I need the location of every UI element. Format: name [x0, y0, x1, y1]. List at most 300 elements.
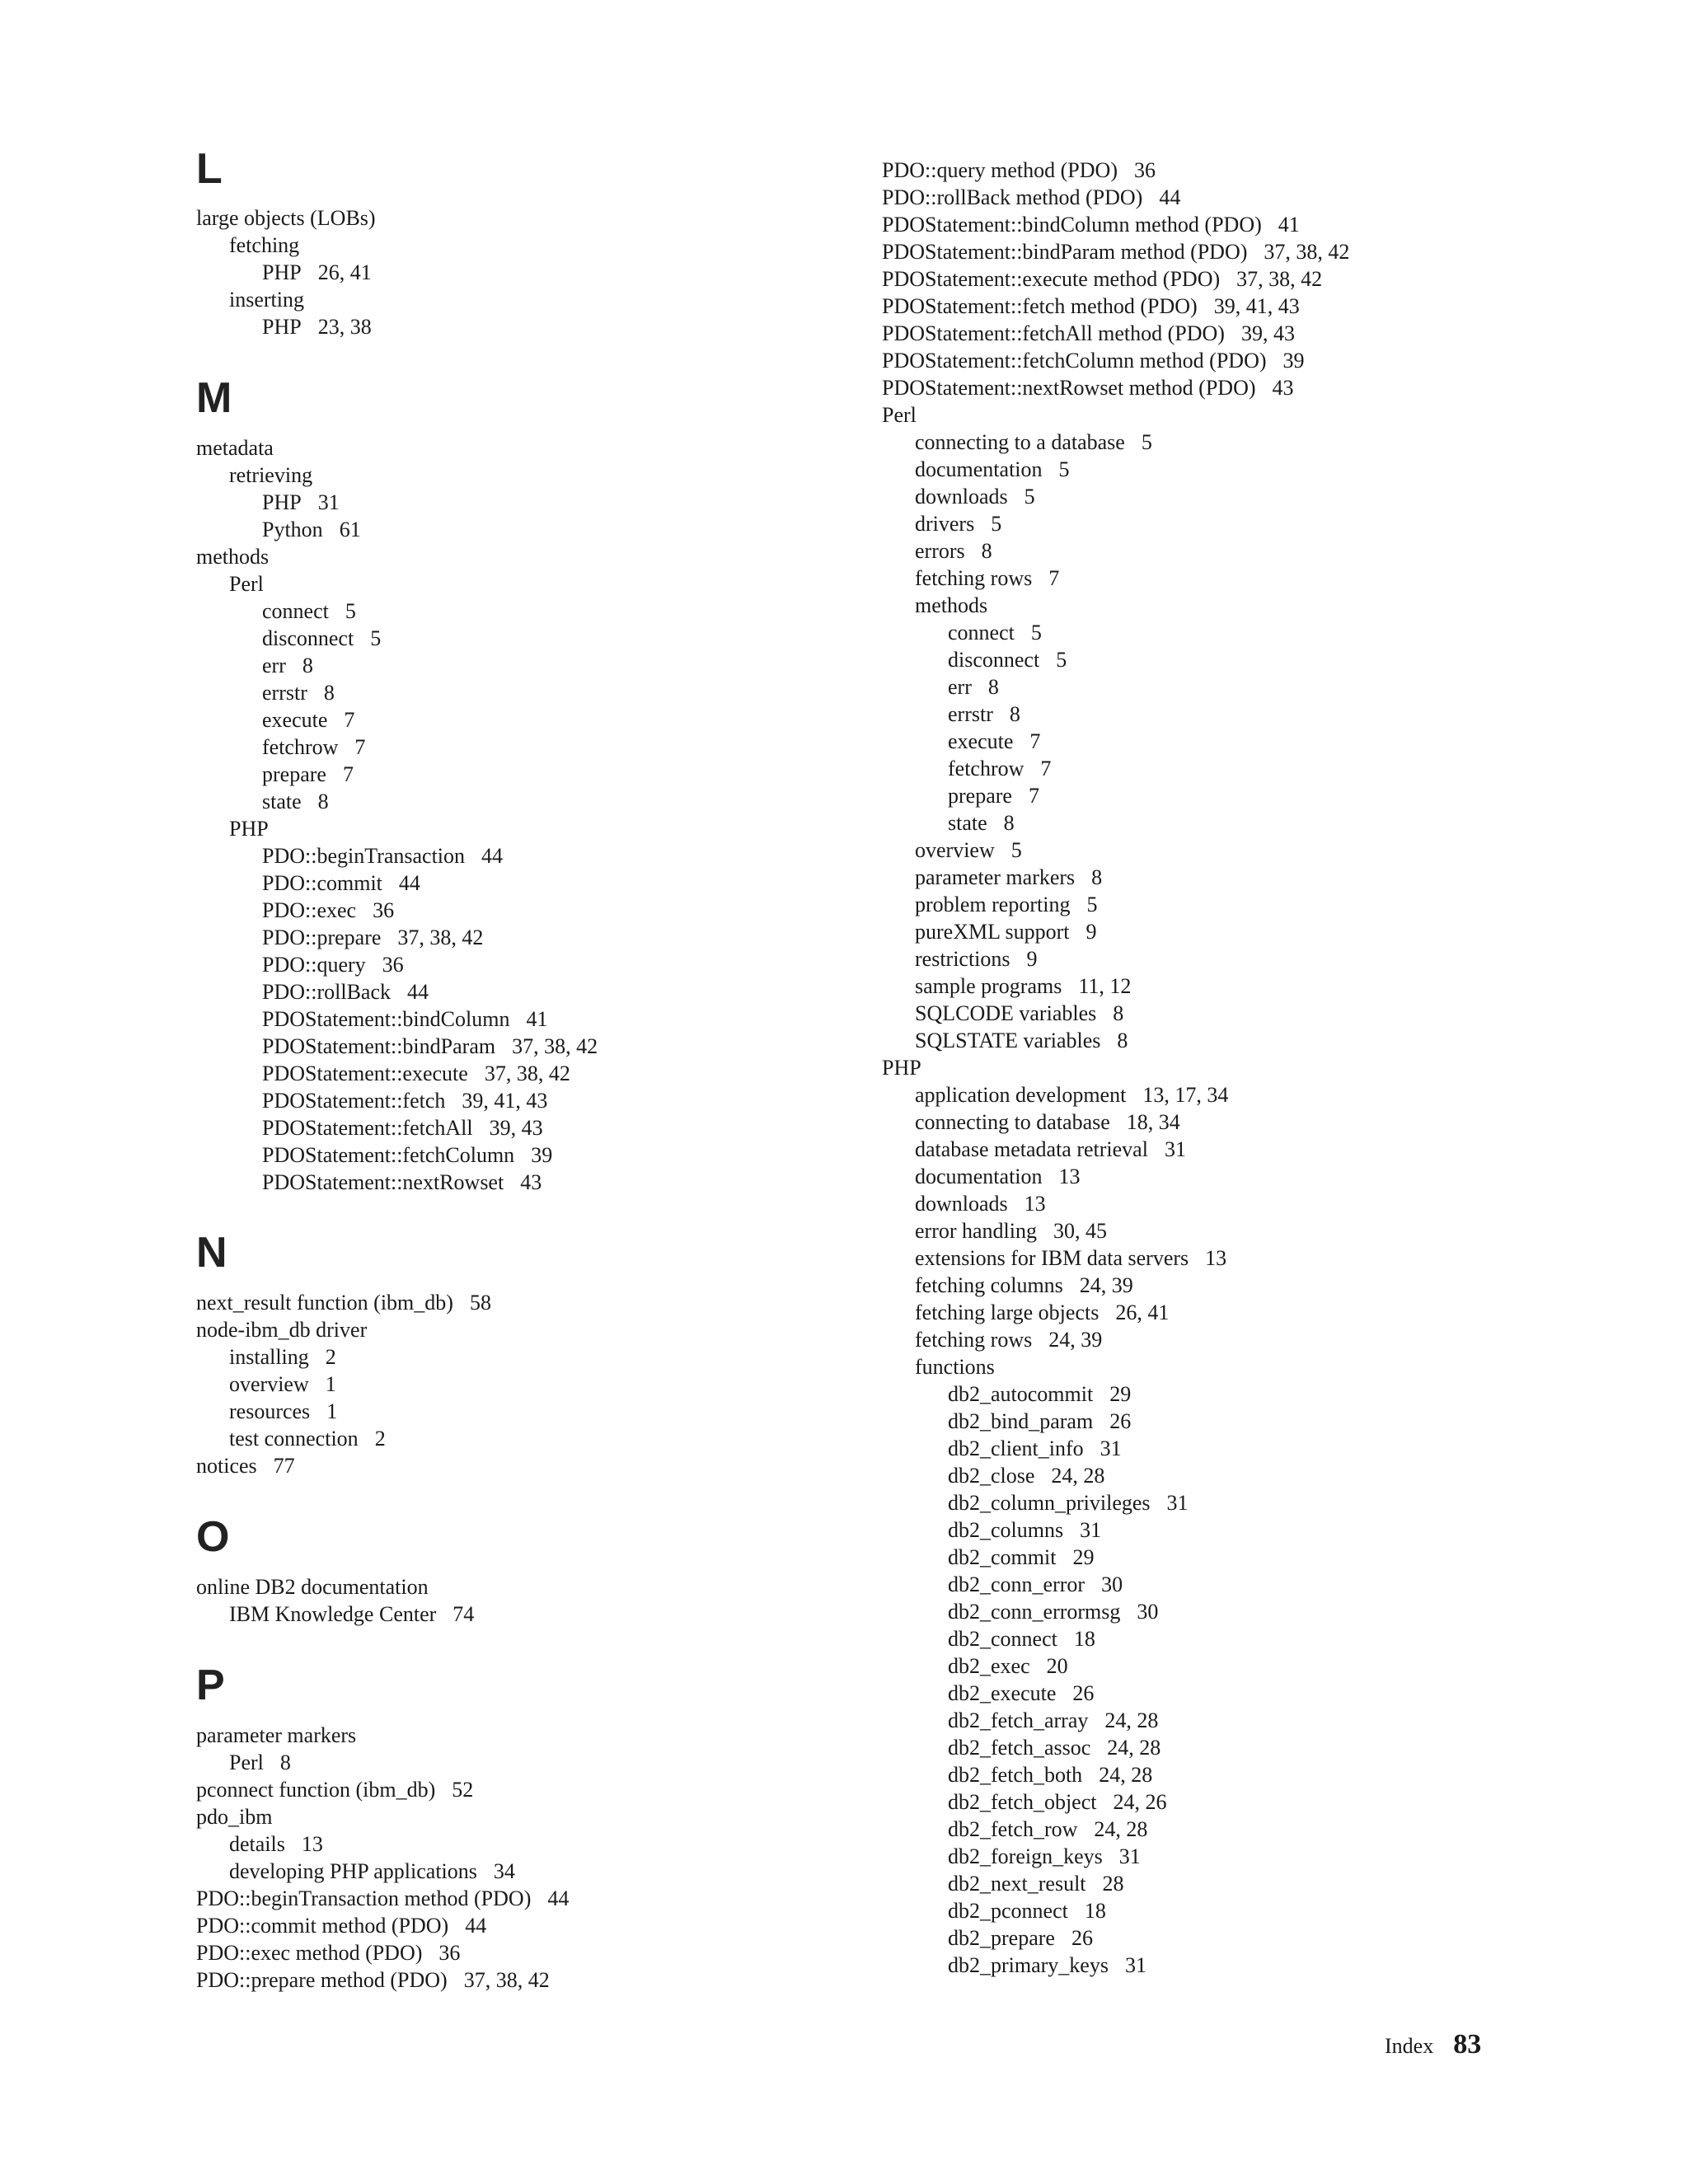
index-entry-db2-next-result: [882, 1870, 1124, 1897]
index-page-ref[interactable]: 24, 28: [1051, 1464, 1105, 1488]
index-entry-pdo-begintransaction-method-pdo: [196, 1885, 569, 1912]
index-entry-db2-prepare: [882, 1924, 1093, 1952]
index-page-ref[interactable]: 36: [438, 1941, 461, 1965]
index-entry-prepare: [882, 782, 1039, 809]
index-page-ref[interactable]: 37, 38, 42: [463, 1968, 550, 1992]
index-term: errors: [915, 539, 965, 563]
index-term: Perl: [882, 403, 917, 427]
index-page-ref[interactable]: 5: [991, 512, 1002, 536]
index-term: connect: [948, 621, 1015, 644]
index-entry-pdo-query: [196, 951, 404, 978]
index-term: PDO::commit: [262, 871, 382, 895]
index-entry-connect: [882, 619, 1042, 646]
index-term: db2_execute: [948, 1681, 1057, 1705]
index-entry-db2-autocommit: [882, 1380, 1131, 1408]
index-page-ref[interactable]: 31: [1164, 1137, 1186, 1161]
index-term: err: [948, 675, 972, 699]
index-term: metadata: [196, 436, 274, 460]
index-term: db2_client_info: [948, 1436, 1084, 1460]
index-entry-error-handling: [882, 1217, 1107, 1244]
index-page-ref[interactable]: 18, 34: [1126, 1110, 1180, 1134]
index-term: PDO::beginTransaction method (PDO): [196, 1886, 532, 1910]
index-term: db2_fetch_both: [948, 1763, 1083, 1787]
index-term: PHP: [882, 1056, 921, 1080]
index-term: prepare: [262, 762, 326, 786]
index-term: fetchrow: [948, 757, 1025, 780]
index-page-ref[interactable]: 39: [1282, 349, 1305, 373]
index-page-ref[interactable]: 39, 41, 43: [1213, 294, 1300, 318]
index-page-ref[interactable]: 13, 17, 34: [1142, 1083, 1229, 1107]
index-page-ref[interactable]: 26, 41: [1115, 1301, 1170, 1324]
index-term: database metadata retrieval: [915, 1137, 1148, 1161]
index-entry-fetching-rows: [882, 565, 1059, 592]
index-entry-overview: [882, 837, 1022, 864]
index-page-ref[interactable]: 44: [407, 980, 429, 1004]
index-page-ref[interactable]: 31: [1080, 1518, 1102, 1542]
index-term: pureXML support: [915, 920, 1070, 944]
index-page-ref[interactable]: 8: [981, 539, 992, 563]
index-entry-drivers: [882, 510, 1001, 537]
index-term: errstr: [948, 702, 993, 726]
index-page-ref[interactable]: 2: [374, 1427, 386, 1451]
index-entry-pdostatement-fetchcolumn-method-pdo: [882, 347, 1305, 374]
index-term: pconnect function (ibm_db): [196, 1778, 436, 1802]
index-page-ref[interactable]: 24, 39: [1079, 1273, 1133, 1297]
index-term: fetching: [229, 233, 300, 257]
index-term: state: [948, 811, 987, 835]
index-term: methods: [196, 545, 270, 569]
index-term: PDOStatement::bindParam method (PDO): [882, 240, 1248, 264]
index-page-ref[interactable]: 24, 28: [1099, 1763, 1153, 1787]
index-entry-ibm-knowledge-center: [196, 1601, 474, 1628]
index-entry-connect: [196, 598, 356, 625]
index-term: online DB2 documentation: [196, 1575, 429, 1599]
index-term: db2_prepare: [948, 1926, 1055, 1950]
index-letter-o: O: [196, 1513, 230, 1561]
index-page-ref[interactable]: 9: [1085, 920, 1097, 944]
index-page-ref[interactable]: 77: [273, 1454, 295, 1478]
index-entry-php: [196, 815, 269, 842]
index-term: PDOStatement::fetchAll method (PDO): [882, 321, 1225, 345]
index-entry-database-metadata-retrieval: [882, 1136, 1186, 1163]
index-term: test connection: [229, 1427, 359, 1451]
index-page-ref[interactable]: 30: [1137, 1600, 1159, 1624]
index-entry-connecting-to-database: [882, 1108, 1180, 1136]
index-page-ref[interactable]: 44: [547, 1886, 570, 1910]
index-page-ref[interactable]: 52: [452, 1778, 474, 1802]
index-entry-php: [196, 313, 372, 340]
index-page-ref[interactable]: 5: [1141, 430, 1152, 454]
index-entry-problem-reporting: [882, 891, 1097, 918]
index-page-ref[interactable]: 7: [342, 762, 354, 786]
index-page-ref[interactable]: 74: [452, 1602, 475, 1626]
index-page-ref[interactable]: 24, 28: [1094, 1817, 1148, 1841]
index-term: db2_columns: [948, 1518, 1064, 1542]
index-page-ref[interactable]: 37, 38, 42: [484, 1062, 570, 1085]
index-page-ref[interactable]: 43: [520, 1170, 542, 1194]
index-term: PDO::beginTransaction: [262, 844, 466, 868]
index-term: fetching large objects: [915, 1301, 1100, 1324]
index-term: Perl: [229, 572, 264, 596]
index-term: connecting to database: [915, 1110, 1110, 1134]
index-entry-db2-connect: [882, 1625, 1095, 1652]
index-page-ref[interactable]: 39, 41, 43: [462, 1089, 548, 1113]
index-page-ref[interactable]: 30: [1101, 1572, 1123, 1596]
index-page-ref[interactable]: 8: [323, 681, 335, 705]
index-term: PDO::prepare method (PDO): [196, 1968, 448, 1992]
index-entry-application-development: [882, 1081, 1228, 1108]
index-entry-parameter-markers: [882, 864, 1102, 891]
index-entry-pdostatement-nextrowset: [196, 1169, 542, 1196]
index-entry-pdostatement-fetchcolumn: [196, 1141, 552, 1169]
index-entry-purexml-support: [882, 918, 1097, 945]
index-term: execute: [262, 708, 328, 732]
index-page-ref[interactable]: 44: [1159, 185, 1181, 209]
index-entry-php: [196, 259, 372, 286]
index-page-ref[interactable]: 31: [1118, 1844, 1141, 1868]
index-page-ref[interactable]: 41: [526, 1007, 548, 1031]
index-entry-execute: [196, 706, 354, 733]
index-term: PDOStatement::bindParam: [262, 1034, 496, 1058]
index-term: large objects (LOBs): [196, 206, 376, 230]
index-entry-sample-programs: [882, 972, 1131, 1000]
index-page-ref[interactable]: 13: [1058, 1165, 1081, 1188]
index-entry-execute: [882, 728, 1040, 755]
index-page-ref[interactable]: 5: [1058, 457, 1070, 481]
index-term: details: [229, 1832, 285, 1856]
index-entry-downloads: [882, 483, 1035, 510]
index-page-ref[interactable]: 8: [1091, 865, 1103, 889]
index-term: Python: [262, 518, 323, 541]
index-entry-perl: [196, 570, 264, 598]
index-entry-functions: [882, 1353, 995, 1380]
index-term: notices: [196, 1454, 257, 1478]
index-entry-downloads: [882, 1190, 1046, 1217]
index-page-ref[interactable]: 39: [531, 1143, 553, 1167]
index-term: db2_fetch_array: [948, 1708, 1089, 1732]
index-entry-pdo-exec-method-pdo: [196, 1939, 460, 1966]
index-term: documentation: [915, 1165, 1043, 1188]
index-entry-pdo-rollback-method-pdo: [882, 184, 1180, 211]
index-page-ref[interactable]: 24, 28: [1104, 1708, 1159, 1732]
index-entry-pdostatement-nextrowset-method-pdo: [882, 374, 1294, 401]
index-term: db2_fetch_assoc: [948, 1736, 1091, 1760]
index-page-ref[interactable]: 5: [345, 599, 356, 623]
index-entry-pdostatement-bindparam: [196, 1033, 598, 1060]
index-term: PDOStatement::nextRowset: [262, 1170, 504, 1194]
index-page-ref[interactable]: 20: [1046, 1654, 1068, 1678]
index-term: PHP: [262, 260, 302, 284]
index-page-ref[interactable]: 8: [987, 675, 999, 699]
index-page-ref[interactable]: 31: [1100, 1436, 1122, 1460]
index-entry-pdostatement-execute: [196, 1060, 570, 1087]
index-page-ref[interactable]: 44: [398, 871, 420, 895]
index-entry-fetching-columns: [882, 1272, 1133, 1299]
index-term: PDO::rollBack: [262, 980, 391, 1004]
index-entry-installing: [196, 1343, 336, 1371]
index-page-ref[interactable]: 43: [1272, 376, 1294, 400]
index-page-ref[interactable]: 24, 28: [1107, 1736, 1161, 1760]
index-entry-db2-pconnect: [882, 1897, 1106, 1924]
index-page-ref[interactable]: 7: [1028, 784, 1039, 808]
index-page-ref[interactable]: 36: [382, 953, 404, 977]
index-term: inserting: [229, 288, 304, 312]
index-page-ref[interactable]: 5: [1030, 621, 1042, 644]
index-entry-large-objects-lobs: [196, 204, 376, 232]
index-entry-notices: [196, 1452, 295, 1479]
index-term: documentation: [915, 457, 1043, 481]
index-term: PHP: [262, 490, 302, 514]
index-term: parameter markers: [196, 1723, 357, 1747]
index-entry-fetching: [196, 232, 299, 259]
index-page-ref[interactable]: 1: [325, 1372, 336, 1396]
index-term: errstr: [262, 681, 307, 705]
index-page-ref[interactable]: 26: [1072, 1681, 1095, 1705]
index-entry-fetchrow: [196, 733, 365, 761]
index-term: PDOStatement::execute: [262, 1062, 468, 1085]
index-page-ref[interactable]: 31: [317, 490, 340, 514]
index-page-ref[interactable]: 58: [469, 1291, 491, 1315]
index-term: node-ibm_db driver: [196, 1318, 368, 1342]
index-entry-sqlstate-variables: [882, 1027, 1128, 1054]
index-page-ref[interactable]: 5: [1024, 485, 1035, 509]
index-entry-retrieving: [196, 462, 312, 489]
index-term: restrictions: [915, 947, 1010, 971]
index-term: SQLCODE variables: [915, 1001, 1097, 1025]
index-page-ref[interactable]: 9: [1026, 947, 1038, 971]
index-entry-db2-fetch-both: [882, 1761, 1152, 1788]
index-term: pdo_ibm: [196, 1805, 273, 1829]
index-term: db2_next_result: [948, 1872, 1086, 1896]
index-entry-pconnect-function-ibm-db: [196, 1776, 473, 1803]
index-page-ref[interactable]: 8: [1003, 811, 1015, 835]
index-entry-metadata: [196, 434, 274, 462]
index-term: db2_column_privileges: [948, 1491, 1151, 1515]
index-page-ref[interactable]: 29: [1109, 1382, 1132, 1406]
index-entry-methods: [196, 543, 269, 570]
index-page-ref[interactable]: 18: [1084, 1899, 1106, 1923]
index-page-ref[interactable]: 5: [370, 626, 382, 650]
index-term: PDOStatement::bindColumn: [262, 1007, 510, 1031]
index-page-ref[interactable]: 29: [1072, 1545, 1095, 1569]
index-entry-pdostatement-fetchall-method-pdo: [882, 320, 1295, 347]
index-page-ref[interactable]: 5: [1086, 893, 1098, 916]
index-entry-pdostatement-fetchall: [196, 1114, 543, 1141]
index-entry-errstr: [196, 679, 335, 706]
index-entry-documentation: [882, 1163, 1081, 1190]
index-page-ref[interactable]: 13: [301, 1832, 323, 1856]
index-entry-pdostatement-bindcolumn-method-pdo: [882, 211, 1300, 238]
index-entry-db2-fetch-assoc: [882, 1734, 1160, 1761]
index-term: execute: [948, 729, 1014, 753]
index-page-ref[interactable]: 34: [493, 1859, 515, 1883]
index-entry-pdo-prepare-method-pdo: [196, 1966, 550, 1994]
index-term: PDO::rollBack method (PDO): [882, 185, 1143, 209]
index-term: db2_conn_error: [948, 1572, 1085, 1596]
index-entry-pdo-rollback: [196, 978, 429, 1005]
index-page-ref[interactable]: 30, 45: [1053, 1219, 1108, 1243]
index-term: disconnect: [262, 626, 354, 650]
index-page-ref[interactable]: 8: [1113, 1001, 1124, 1025]
index-entry-db2-conn-error: [882, 1571, 1123, 1598]
index-term: downloads: [915, 485, 1008, 509]
index-page-ref[interactable]: 7: [1040, 757, 1052, 780]
index-entry-db2-client-info: [882, 1435, 1122, 1462]
index-page-ref[interactable]: 26: [1109, 1409, 1132, 1433]
index-entry-perl: [882, 401, 917, 429]
index-entry-db2-primary-keys: [882, 1952, 1146, 1979]
index-page-ref[interactable]: 7: [344, 708, 355, 732]
index-term: extensions for IBM data servers: [915, 1246, 1189, 1270]
index-term: connecting to a database: [915, 430, 1125, 454]
index-entry-developing-php-applications: [196, 1858, 515, 1885]
index-page-ref[interactable]: 26: [1071, 1926, 1093, 1950]
index-entry-db2-conn-errormsg: [882, 1598, 1158, 1625]
index-entry-pdo-begintransaction: [196, 842, 503, 869]
index-entry-pdo-commit-method-pdo: [196, 1912, 486, 1939]
index-term: db2_close: [948, 1464, 1035, 1488]
index-term: db2_fetch_object: [948, 1790, 1097, 1814]
index-page-ref[interactable]: 61: [339, 518, 361, 541]
index-term: db2_fetch_row: [948, 1817, 1078, 1841]
index-page-ref[interactable]: 1: [326, 1399, 338, 1423]
index-term: db2_primary_keys: [948, 1953, 1109, 1977]
index-entry-fetching-large-objects: [882, 1299, 1169, 1326]
index-entry-php: [882, 1054, 921, 1081]
index-term: SQLSTATE variables: [915, 1029, 1101, 1052]
index-term: PDO::exec method (PDO): [196, 1941, 423, 1965]
index-entry-perl: [196, 1749, 291, 1776]
index-page-ref[interactable]: 44: [481, 844, 504, 868]
index-term: fetching rows: [915, 1328, 1033, 1352]
index-term: PDO::query: [262, 953, 366, 977]
index-term: installing: [229, 1345, 309, 1369]
index-entry-test-connection: [196, 1425, 386, 1452]
index-term: state: [262, 790, 302, 813]
index-entry-fetching-rows: [882, 1326, 1102, 1353]
index-entry-db2-foreign-keys: [882, 1843, 1141, 1870]
index-term: fetching rows: [915, 566, 1033, 590]
index-page-ref[interactable]: 13: [1024, 1192, 1046, 1216]
index-term: PDOStatement::fetchAll: [262, 1116, 473, 1140]
index-entry-documentation: [882, 456, 1070, 483]
index-entry-state: [196, 788, 329, 815]
index-page-ref[interactable]: 39, 43: [489, 1116, 543, 1140]
index-entry-errors: [882, 537, 992, 565]
index-entry-db2-execute: [882, 1680, 1094, 1707]
index-term: PDO::commit method (PDO): [196, 1914, 449, 1938]
index-term: PDO::exec: [262, 898, 357, 922]
index-page-ref[interactable]: 44: [465, 1914, 487, 1938]
index-term: PDOStatement::fetchColumn: [262, 1143, 515, 1167]
index-page-ref[interactable]: 7: [354, 735, 366, 759]
index-term: problem reporting: [915, 893, 1071, 916]
index-page-ref[interactable]: 36: [1133, 158, 1156, 182]
index-page-ref[interactable]: 31: [1166, 1491, 1189, 1515]
index-entry-db2-column-privileges: [882, 1489, 1189, 1516]
index-entry-pdostatement-bindparam-method-pdo: [882, 238, 1349, 265]
index-term: IBM Knowledge Center: [229, 1602, 437, 1626]
index-entry-resources: [196, 1398, 337, 1425]
index-entry-errstr: [882, 701, 1020, 728]
index-page-ref[interactable]: 8: [317, 790, 329, 813]
index-page-ref[interactable]: 8: [302, 654, 313, 677]
index-page-ref[interactable]: 39, 43: [1240, 321, 1295, 345]
index-entry-state: [882, 809, 1015, 837]
index-term: error handling: [915, 1219, 1038, 1243]
index-term: parameter markers: [915, 865, 1076, 889]
index-entry-err: [196, 652, 313, 679]
index-page-ref[interactable]: 37, 38, 42: [512, 1034, 598, 1058]
index-page-ref[interactable]: 8: [279, 1750, 291, 1774]
index-entry-pdostatement-bindcolumn: [196, 1005, 547, 1033]
index-page-ref[interactable]: 24, 26: [1113, 1790, 1167, 1814]
index-term: db2_pconnect: [948, 1899, 1068, 1923]
index-entry-err: [882, 673, 999, 701]
index-entry-parameter-markers: [196, 1722, 356, 1749]
index-page-ref[interactable]: 7: [1048, 566, 1060, 590]
index-term: PDOStatement::bindColumn method (PDO): [882, 213, 1262, 237]
index-page-ref[interactable]: 36: [373, 898, 395, 922]
index-page-ref[interactable]: 8: [1117, 1029, 1128, 1052]
index-page-ref[interactable]: 5: [1056, 648, 1067, 672]
index-page-ref[interactable]: 7: [1029, 729, 1041, 753]
index-term: PDO::query method (PDO): [882, 158, 1118, 182]
index-page-ref[interactable]: 8: [1009, 702, 1020, 726]
index-term: PDOStatement::fetchColumn method (PDO): [882, 349, 1267, 373]
index-page-ref[interactable]: 41: [1278, 213, 1300, 237]
index-page-ref[interactable]: 5: [1010, 838, 1022, 862]
index-page-ref[interactable]: 28: [1102, 1872, 1124, 1896]
index-entry-inserting: [196, 286, 304, 313]
index-term: fetchrow: [262, 735, 339, 759]
index-entry-db2-fetch-array: [882, 1707, 1158, 1734]
index-term: db2_bind_param: [948, 1409, 1094, 1433]
index-term: methods: [915, 593, 988, 617]
index-page-ref[interactable]: 13: [1205, 1246, 1227, 1270]
index-page-ref[interactable]: 31: [1124, 1953, 1146, 1977]
index-page-ref[interactable]: 26, 41: [317, 260, 372, 284]
index-entry-pdostatement-fetch-method-pdo: [882, 293, 1300, 320]
index-term: PDOStatement::nextRowset method (PDO): [882, 376, 1256, 400]
index-term: PDOStatement::fetch method (PDO): [882, 294, 1198, 318]
index-page-ref[interactable]: 24, 39: [1048, 1328, 1103, 1352]
index-term: PDOStatement::fetch: [262, 1089, 446, 1113]
index-term: err: [262, 654, 286, 677]
index-page-ref[interactable]: 37, 38, 42: [1236, 267, 1323, 291]
index-entry-next-result-function-ibm-db: [196, 1289, 491, 1316]
index-entry-disconnect: [882, 646, 1067, 673]
index-page-ref[interactable]: 37, 38, 42: [397, 926, 484, 949]
index-term: db2_autocommit: [948, 1382, 1094, 1406]
index-entry-online-db2-documentation: [196, 1573, 429, 1601]
index-entry-db2-fetch-object: [882, 1788, 1167, 1816]
index-page-ref[interactable]: 11, 12: [1078, 974, 1132, 998]
page-footer: [1385, 2029, 1500, 2065]
index-page-ref[interactable]: 23, 38: [317, 315, 372, 339]
index-term: disconnect: [948, 648, 1040, 672]
index-term: db2_commit: [948, 1545, 1057, 1569]
index-page-ref[interactable]: 18: [1073, 1627, 1095, 1651]
index-entry-details: [196, 1830, 323, 1858]
index-term: Perl: [229, 1750, 264, 1774]
index-page-ref[interactable]: 37, 38, 42: [1264, 240, 1350, 264]
index-term: db2_exec: [948, 1654, 1030, 1678]
index-page-ref[interactable]: 2: [325, 1345, 336, 1369]
index-entry-methods: [882, 592, 987, 619]
index-letter-n: N: [196, 1229, 227, 1277]
index-entry-fetchrow: [882, 755, 1051, 782]
